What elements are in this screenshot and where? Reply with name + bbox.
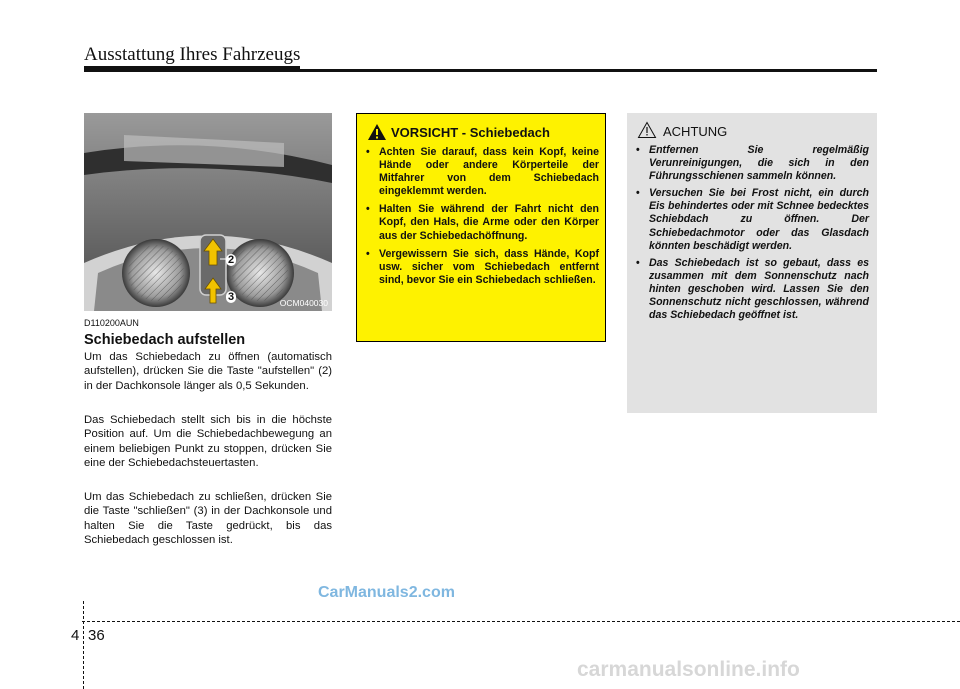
header-rule [84,69,877,72]
callout-3: 3 [228,291,235,303]
warning-title: VORSICHT - Schiebedach [391,125,550,140]
page-number: 36 [88,627,105,644]
caution-list [633,144,869,326]
caution-item: • Versuchen Sie bei Frost nicht, ein durch Eis behindertes oder mit Schnee bedecktes Schiebdach zu öffnen. Der Schiebedachmotor oder das Glasdach könnten beschädigt werden. [633,187,869,252]
caution-triangle-icon [637,121,657,139]
warning-item: • Vergewissern Sie sich, dass Hände, Kopf usw. sicher vom Schiebedach entfernt sind, bevor Sie ein Schiebedach schließen. [363,248,599,287]
caution-title: ACHTUNG [663,124,728,139]
section-code: D110200AUN [84,318,139,328]
caution-item: • Entfernen Sie regelmäßig Verunreinigungen, die sich in den Führungsschienen sammeln können. [633,144,869,183]
warning-triangle-icon [367,123,387,141]
caution-item: • Das Schiebedach ist so gebaut, dass es zusammen mit dem Sonnenschutz nach hinten geschoben wird. Lassen Sie den Sonnenschutz nicht geschlossen, während das Schiebedach geöffnet ist. [633,257,869,322]
warning-list [363,146,599,292]
warning-item: • Halten Sie während der Fahrt nicht den Kopf, den Hals, die Arme oder den Körper aus der Schiebedachöffnung. [363,203,599,242]
watermark-link[interactable]: CarManuals2.com [318,584,455,601]
watermark-footer: carmanualsonline.info [577,658,800,681]
paragraph-2: Das Schiebedach stellt sich bis in die höchste Position auf. Um die Schiebedachbewegung an einem beliebigen Punkt zu stoppen, drücken Sie eine der Schiebedachsteuertasten. [84,414,332,470]
header-title: Ausstattung Ihres Fahrzeugs [84,44,301,65]
section-title: Schiebedach aufstellen [84,332,246,348]
paragraph-3: Um das Schiebedach zu schließen, drücken Sie die Taste "schließen" (3) in der Dachkonsole und halten Sie die Taste gedrückt, bis das Schiebedach geschlossen ist. [84,491,332,547]
warning-box [356,113,606,342]
page-section-number: 4 [71,627,80,644]
overhead-console-photo [84,113,332,311]
photo-code: OCM040030 [279,298,328,308]
warning-item: • Achten Sie darauf, dass kein Kopf, keine Hände oder andere Körperteile der Mitfahrer von dem Schiebedach eingeklemmt werden. [363,146,599,198]
callout-2: 2 [228,254,235,266]
caution-box [627,113,877,413]
footer-vertical-line [83,601,84,689]
footer-dashed-line [82,621,960,622]
console-illustration [84,113,332,311]
paragraph-1: Um das Schiebedach zu öffnen (automatisch aufstellen), drücken Sie die Taste "aufstellen" (2) in der Dachkonsole länger als 0,5 Sekunden. [84,351,332,392]
